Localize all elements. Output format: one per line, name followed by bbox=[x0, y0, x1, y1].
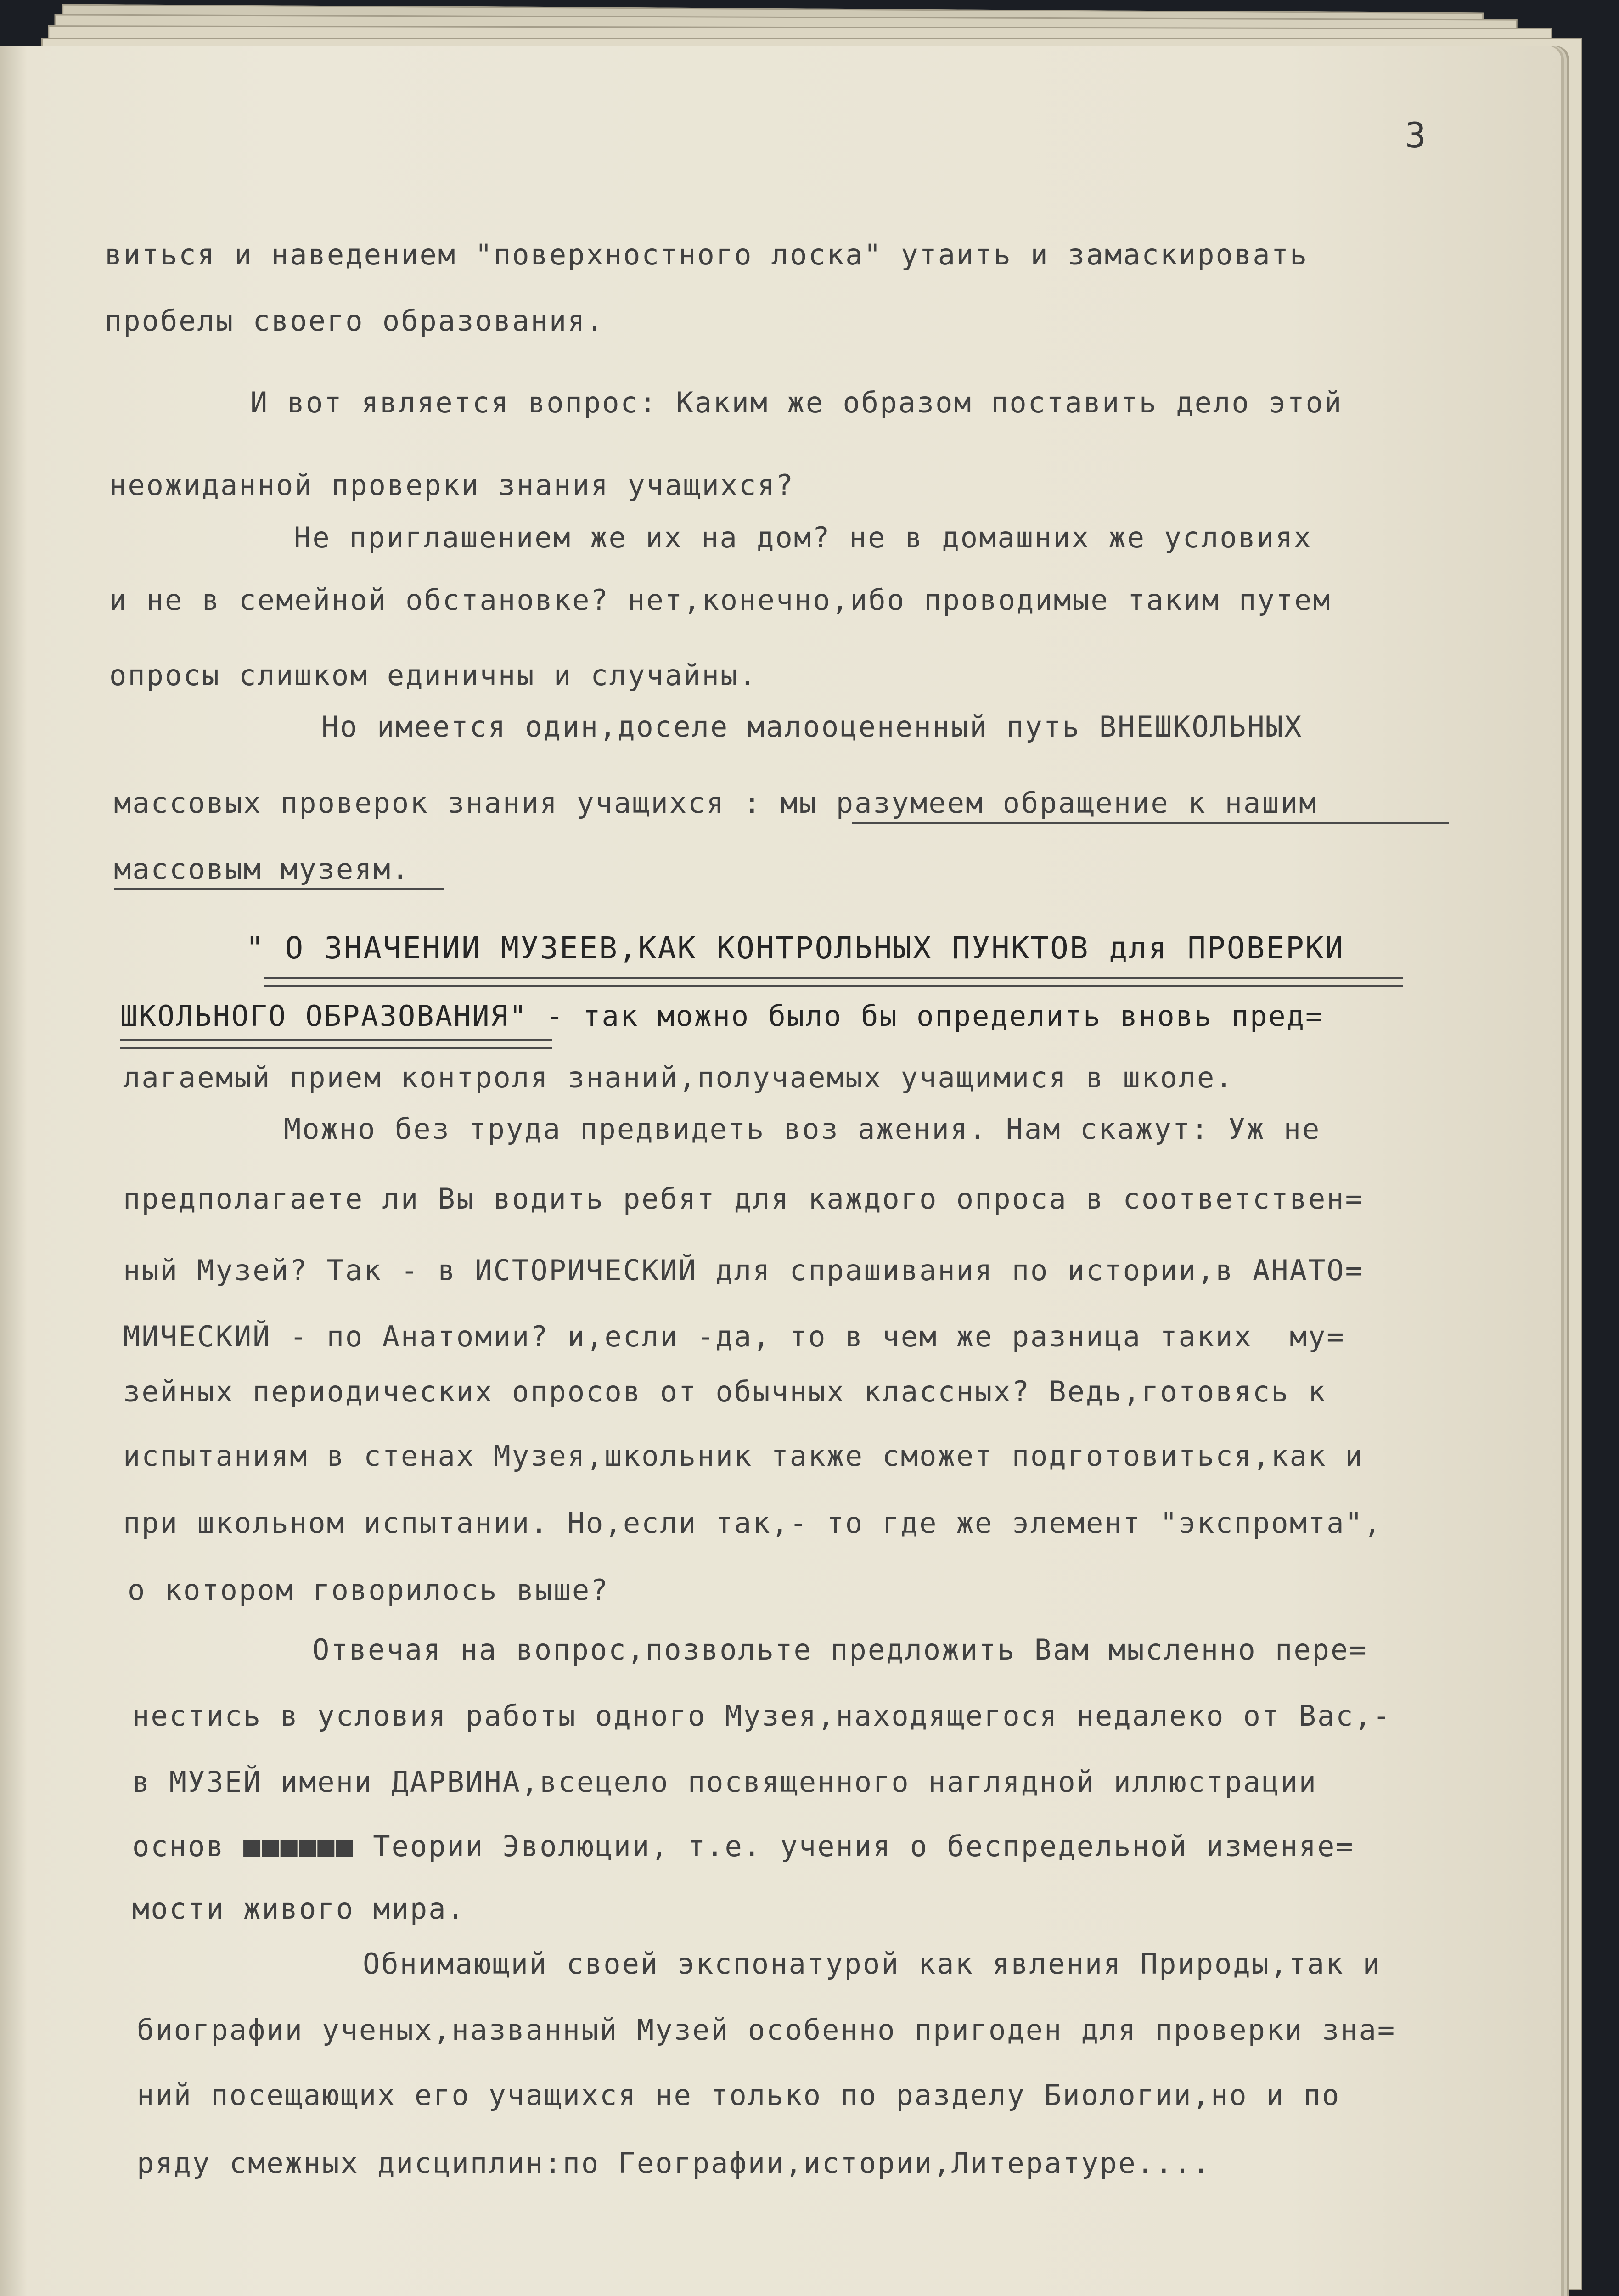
text-line: предполагаете ли Вы водить ребят для каждого опроса в соответствен= bbox=[123, 1182, 1364, 1216]
text-line: о котором говорилось выше? bbox=[128, 1573, 609, 1607]
text-line: И вот является вопрос: Каким же образом поставить дело этой bbox=[250, 386, 1343, 419]
text-line: Можно без труда предвидеть воз ажения. Нам скажут: Уж не bbox=[284, 1112, 1321, 1146]
text-line: ряду смежных дисциплин:по Географии,истории,Литературе.... bbox=[137, 2146, 1211, 2180]
text-line: Обнимающий своей экспонатурой как явления Природы,так и bbox=[363, 1947, 1381, 1981]
text-line: зейных периодических опросов от обычных классных? Ведь,готовясь к bbox=[123, 1375, 1327, 1408]
text-line: лагаемый прием контроля знаний,получаемых учащимися в школе. bbox=[123, 1061, 1234, 1094]
text-line: опросы слишком единичны и случайны. bbox=[109, 658, 758, 692]
section-heading: " О ЗНАЧЕНИИ МУЗЕЕВ,КАК КОНТРОЛЬНЫХ ПУНКТОВ для ПРОВЕРКИ bbox=[246, 930, 1345, 966]
text-line: и не в семейной обстановке? нет,конечно,ибо проводимые таким путем bbox=[109, 583, 1332, 617]
text-line: пробелы своего образования. bbox=[105, 304, 605, 338]
text-line: мости живого мира. bbox=[132, 1892, 466, 1925]
text-line: неожиданной проверки знания учащихся? bbox=[109, 468, 795, 502]
text-line: Но имеется один,доселе малооцененный путь ВНЕШКОЛЬНЫХ bbox=[321, 710, 1303, 743]
text-line: в МУЗЕЙ имени ДАРВИНА,всецело посвященного наглядной иллюстрации bbox=[132, 1765, 1317, 1799]
text-line: при школьном испытании. Но,если так,- то где же элемент "экспромта", bbox=[123, 1506, 1383, 1540]
text-line: испытаниям в стенах Музея,школьник также сможет подготовиться,как и bbox=[123, 1439, 1364, 1473]
text-line: массовых проверок знания учащихся : мы разумеем обращение к нашим bbox=[114, 786, 1318, 820]
text-line: МИЧЕСКИЙ - по Анатомии? и,если -да, то в чем же разница таких му= bbox=[123, 1320, 1345, 1353]
text-line: ний посещающих его учащихся не только по разделу Биологии,но и по bbox=[137, 2078, 1341, 2112]
text-line: виться и наведением "поверхностного лоска" утаить и замаскировать bbox=[105, 238, 1309, 271]
text-line: Не приглашением же их на дом? не в домашних же условиях bbox=[294, 521, 1312, 554]
text-line: массовым музеям. bbox=[114, 852, 410, 886]
text-line: основ ■■■■■■ Теории Эволюции, т.е. учения о беспредельной изменяе= bbox=[132, 1829, 1355, 1863]
page-number: 3 bbox=[1405, 115, 1426, 156]
double-underline bbox=[120, 1039, 552, 1049]
underline bbox=[852, 822, 1449, 824]
section-heading-continued: ШКОЛЬНОГО ОБРАЗОВАНИЯ" - так можно было бы определить вновь пред= bbox=[120, 999, 1324, 1033]
double-underline bbox=[264, 977, 1403, 987]
text-line: ный Музей? Так - в ИСТОРИЧЕСКИЙ для спрашивания по истории,в АНАТО= bbox=[123, 1254, 1364, 1287]
underline bbox=[114, 888, 444, 890]
text-line: нестись в условия работы одного Музея,находящегося недалеко от Вас,- bbox=[132, 1699, 1392, 1733]
text-line: биографии ученых,названный Музей особенно пригоден для проверки зна= bbox=[137, 2013, 1396, 2047]
text-line: Отвечая на вопрос,позвольте предложить Вам мысленно пере= bbox=[312, 1633, 1368, 1666]
